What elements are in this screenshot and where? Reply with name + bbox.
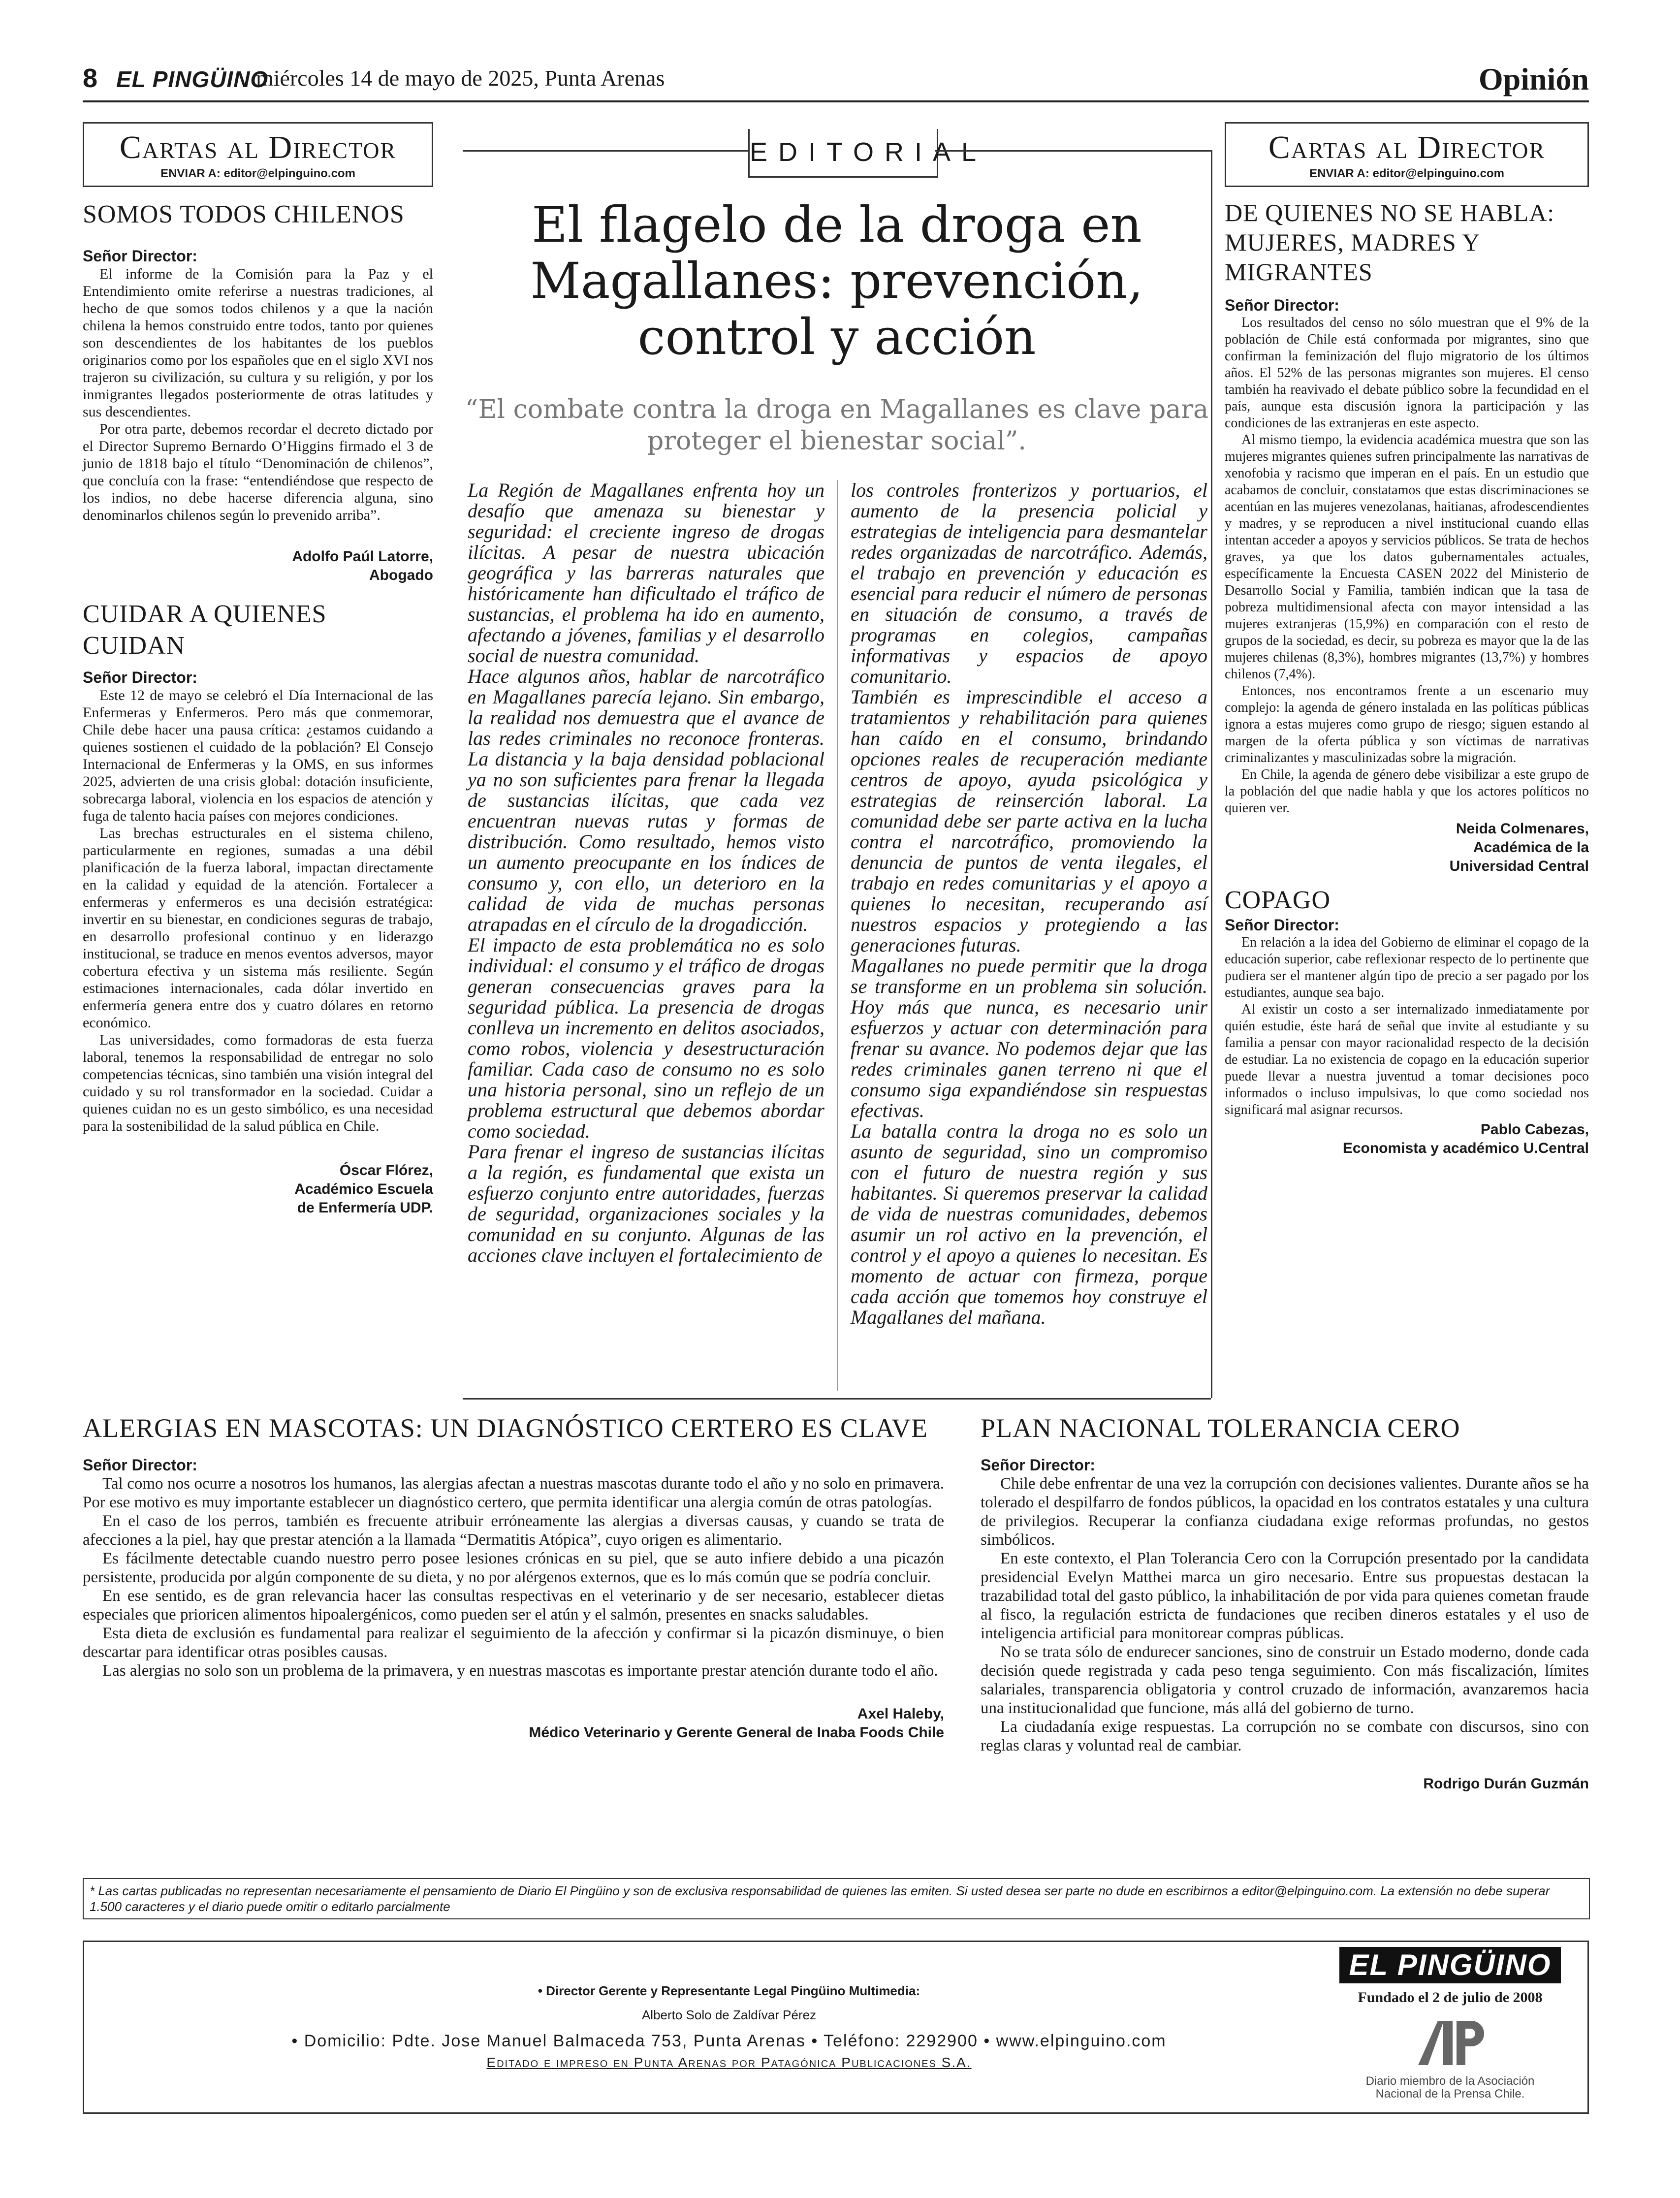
letter-signature [1225, 1120, 1589, 1158]
paragraph: Al existir un costo a ser internalizado inmediatamente por quién estudie, éste hará de señal que invite al estudiante y su familia a pensar con mayor racionalidad respecto de la decisión de estudiar. La no existencia de copago en la educación superior puede llevar a nuestra juventud a tomar decisiones poco informados o incluso impulsivas, lo que como sociedad nos significará mal asignar recursos. [1225, 1002, 1589, 1117]
anp-logo-icon [1413, 2016, 1487, 2070]
paragraph: La Región de Magallanes enfrenta hoy un desafío que amenaza su bienestar y seguridad: el creciente ingreso de drogas ilícitas. A pesar de nuestra ubicación geográfica y las barreras naturales que históricamente han dificultado el tráfico de sustancias, el problema ha ido en aumento, afectando a jóvenes, familias y el desarrollo social de nuestra comunidad. [468, 479, 824, 667]
paragraph: También es imprescindible el acceso a tratamientos y rehabilitación para quienes han caído en el consumo, brindando opciones reales de recuperación mediante centros de apoyo, ayuda psicológica y estrategias de reinserción laboral. La comunidad debe ser parte activa en la lucha contra el narcotráfico, promoviendo la denuncia de puntos de venta ilegales, el trabajo en redes comunitarias y el apoyo a quienes lo necesitan, recuperando así nuestros espacios y protegiendo a las generaciones futuras. [851, 686, 1207, 956]
footer-director-label: • Director Gerente y Representante Legal Pingüino Multimedia: [538, 1983, 920, 1998]
footer-address: • Domicilio: Pdte. Jose Manuel Balmaceda 753, Punta Arenas • Teléfono: 2292900 • www.elpinguino.com [291, 2032, 1167, 2050]
editorial-label: EDITORIAL [750, 137, 987, 167]
signer-role: Economista y académico U.Central [1342, 1140, 1589, 1156]
paragraph: Para frenar el ingreso de sustancias ilícitas a la región, es fundamental que exista un esfuerzo conjunto entre autoridades, fuerzas de seguridad, organizaciones sociales y la comunidad en su conjunto. Algunas de las acciones clave incluyen el fortalecimiento de [468, 1141, 824, 1266]
founded-date: Fundado el 2 de julio de 2008 [1358, 1989, 1543, 2006]
bottom-left-letter [83, 1413, 944, 1742]
header-rule [83, 100, 1589, 102]
footer-director-name: Alberto Solo de Zaldívar Pérez [641, 2007, 817, 2022]
footer-logo: EL PINGÜINO [1339, 1947, 1561, 1983]
cartas-box-left [83, 122, 433, 187]
letter-salute: Señor Director: [1225, 296, 1339, 314]
paragraph: Hace algunos años, hablar de narcotráfico en Magallanes parecía lejano. Sin embargo, la realidad nos demuestra que el avance de las redes criminales no reconoce fronteras. La distancia y la baja densidad poblacional ya no son suficientes para frenar la llegada de sustancias ilícitas, que cada vez encuentran nuevas rutas y formas de distribución. Como resultado, hemos visto un aumento preocupante en los índices de consumo y, con ello, un deterioro en la calidad de vida de muchas personas atrapadas en el círculo de la drogadicción. [468, 665, 824, 935]
cartas-email: ENVIAR A: editor@elpinguino.com [1309, 167, 1504, 180]
letter-title: CUIDAR A QUIENES CUIDAN [83, 600, 327, 660]
editorial-title: El flagelo de la droga en [532, 196, 1142, 254]
paragraph: Este 12 de mayo se celebró el Día Internacional de las Enfermeras y Enfermeros. Pero más que conmemorar, Chile debe hacer una pausa crítica: ¿estamos cuidando a quienes sostienen el cuidado de la población? El Consejo Internacional de Enfermeras y la OMS, en sus informes 2025, advierten de una crisis global: dotación insuficiente, sobrecarga laboral, violencia en los espacios de atención y fuga de talento hacia países con mejores condiciones. [83, 687, 433, 824]
footer-box [83, 1941, 1589, 2114]
letter-title: SOMOS TODOS CHILENOS [83, 200, 405, 228]
letter-salute: Señor Director: [981, 1456, 1095, 1474]
paragraph: Los resultados del censo no sólo muestran que el 9% de la población de Chile está conformada por migrantes, sino que confirman la feminización del flujo migratorio de los últimos años. El 52% de las personas migrantes son mujeres. El censo también ha reavivado el debate público sobre la fecundidad en el país, aunque esta discusión ignora la participación y las condiciones de las extranjeras en este aspecto. [1225, 315, 1589, 431]
issue-date: miércoles 14 de mayo de 2025, Punta Arenas [256, 65, 665, 91]
footer-info [202, 1983, 1256, 2071]
letter-signature [83, 547, 433, 585]
letter-title: ALERGIAS EN MASCOTAS: UN DIAGNÓSTICO CERTERO ES CLAVE [83, 1413, 928, 1443]
letter-body [981, 1474, 1589, 1755]
paragraph: En este contexto, el Plan Tolerancia Cero con la Corrupción presentado por la candidata presidencial Evelyn Matthei marca un giro necesario. Entre sus propuestas destacan la trazabilidad total del gasto público, la inhabilitación de por vida para quienes cometan fraude al fisco, la regulación estricta de fundaciones que reciben dineros estatales y el uso de inteligencia artificial para monitorear compras públicas. [981, 1550, 1589, 1642]
paragraph: El informe de la Comisión para la Paz y el Entendimiento omite referirse a nuestras tradiciones, al hecho de que somos todos chilenos y a que la nación chilena la hemos construido entre todos, tanto por quienes son descendientes de los habitantes de los pueblos originarios como por los españoles que en el siglo XVI nos trajeron su civilización, su cultura y su religión, y por los inmigrantes llegados posteriormente de otras latitudes y sus descendientes. [83, 266, 433, 420]
paragraph: Las universidades, como formadoras de esta fuerza laboral, tenemos la responsabilidad de entregar no solo competencias técnicas, sino también una visión integral del cuidado y su rol transformador en la sociedad. Cuidar a quienes cuidan no es un gesto simbólico, es una necesidad para la sostenibilidad de la salud pública en Chile. [83, 1032, 433, 1134]
paragraph: los controles fronterizos y portuarios, el aumento de la presencia policial y estrategias de inteligencia para desmantelar redes organizadas de narcotráfico. Además, el trabajo en prevención y educación es esencial para reducir el número de personas en situación de consumo, a través de programas en colegios, campañas informativas y espacios de apoyo comunitario. [851, 479, 1207, 687]
paragraph: En relación a la idea del Gobierno de eliminar el copago de la educación superior, cabe reflexionar respecto de lo pertinente que pudiera ser el mantener algún tipo de precio a ser pagado por los estudiantes, aunque sea bajo. [1225, 935, 1589, 1000]
editorial-headline [463, 197, 1211, 365]
letter-signature [1225, 820, 1589, 876]
paragraph: No se trata sólo de endurecer sanciones, sino de construir un Estado moderno, donde cada decisión quede registrada y cada peso tenga seguimiento. Con más fiscalización, límites salariales, transparencia obligatoria y control cruzado de información, avanzaremos hacia una institucionalidad que funcione, más allá del gobierno de turno. [981, 1643, 1589, 1717]
cartas-title: Cartas al Director [119, 129, 397, 165]
left-letters-column [83, 122, 433, 1217]
editorial-col-1 [468, 480, 824, 1266]
letter-body [1225, 934, 1589, 1118]
bottom-right-letter [981, 1413, 1589, 1793]
paragraph: En Chile, la agenda de género debe visibilizar a este grupo de la población del que nadie habla y que los actores políticos no quieren ver. [1225, 767, 1589, 816]
signer-role: Abogado [369, 567, 433, 583]
signer-role: de Enfermería UDP. [297, 1200, 433, 1216]
letter-body [83, 265, 433, 524]
cartas-title: Cartas al Director [1268, 129, 1546, 165]
signer-role: Académico Escuela [294, 1181, 433, 1197]
letter-signature [83, 1161, 433, 1217]
letter-salute: Señor Director: [83, 1456, 197, 1474]
paragraph: La ciudadanía exige respuestas. La corrupción no se combate con discursos, sino con reglas claras y voluntad real de cambiar. [981, 1718, 1589, 1754]
anp-caption-line: Diario miembro de la Asociación [1365, 2074, 1535, 2088]
signer-name: Rodrigo Durán Guzmán [1423, 1776, 1589, 1792]
letter-salute: Señor Director: [83, 669, 197, 686]
right-letters-column [1225, 122, 1589, 1158]
footer-publisher: Editado e impreso en Punta Arenas por Patagónica Publicaciones S.A. [486, 2055, 972, 2070]
editorial-bottom-rule [463, 1398, 1211, 1400]
signer-role: Universidad Central [1449, 858, 1589, 874]
editorial-label-box [748, 129, 987, 178]
letter-salute: Señor Director: [83, 247, 197, 265]
paragraph: Esta dieta de exclusión es fundamental para realizar el seguimiento de la afección y confirmar si la picazón disminuye, o bien descartar para identificar otras posibles causas. [83, 1625, 944, 1661]
signer-role: Médico Veterinario y Gerente General de Inaba Foods Chile [529, 1724, 944, 1741]
signer-name: Adolfo Paúl Latorre, [292, 548, 433, 565]
signer-name: Óscar Flórez, [339, 1162, 433, 1179]
signer-name: Neida Colmenares, [1456, 821, 1589, 837]
letter-salute: Señor Director: [1225, 916, 1339, 934]
letter-title: PLAN NACIONAL TOLERANCIA CERO [981, 1413, 1460, 1443]
letter-signature [981, 1775, 1589, 1793]
anp-caption [1344, 2075, 1556, 2101]
paragraph: Por otra parte, debemos recordar el decreto dictado por el Director Supremo Bernardo O’Higgins firmado el 3 de junio de 1818 bajo el título “Denominación de chilenos”, que concluía con la frase: “entendiéndose que respecto de los indios, no debe hacerse diferencia alguna, sino denominarlos chilenos según lo prevenido arriba”. [83, 421, 433, 523]
letter-body [83, 1474, 944, 1680]
letters-disclaimer: * Las cartas publicadas no representan necesariamente el pensamiento de Diario El Pingüino y son de exclusiva responsabilidad de quienes las emiten. Si usted desea ser parte no dude en escribirnos a editor@elpinguino.com. La extensión no debe superar 1.500 caracteres y el diario puede omitir o editarlo parcialmente [83, 1878, 1590, 1919]
cartas-box-right [1225, 122, 1589, 187]
paragraph: Las alergias no solo son un problema de la primavera, y en nuestras mascotas es importante prestar atención durante todo el año. [102, 1662, 938, 1680]
column-divider [837, 480, 838, 1391]
editorial-quote [463, 394, 1211, 457]
paragraph: La batalla contra la droga no es solo un asunto de seguridad, sino un compromiso con el futuro de nuestra región y sus habitantes. Si queremos preservar la calidad de vida de nuestras comunidades, debemos asumir un rol activo en la prevención, el control y el apoyo a quienes lo necesitan. Es momento de actuar con firmeza, porque cada acción que tomemos hoy construye el Magallanes del mañana. [851, 1120, 1207, 1328]
anp-caption-line: Nacional de la Prensa Chile. [1375, 2087, 1525, 2101]
editorial-col-2 [851, 480, 1207, 1328]
signer-name: Axel Haleby, [857, 1706, 944, 1722]
page-number: 8 [83, 64, 98, 93]
quote-line: “El combate contra la droga en Magallanes es clave para [465, 395, 1209, 424]
paragraph: Chile debe enfrentar de una vez la corrupción con decisiones valientes. Durante años se ha tolerado el despilfarro de fondos públicos, la opacidad en los contratos estatales y una cultura de privilegios. Recuperar la confianza ciudadana exige reformas profundas, no gestos simbólicos. [981, 1475, 1589, 1549]
editorial-title: Magallanes: prevención, [530, 252, 1143, 310]
letter-body [83, 687, 433, 1135]
paragraph: Entonces, nos encontramos frente a un escenario muy complejo: la agenda de género instalada en las políticas públicas ignora a estas mujeres como grupo de riesgo; siguen estando al margen de la oferta pública y son víctimas de narrativas criminalizantes y masculinizadas sobre la migración. [1225, 683, 1589, 765]
newspaper-logo: EL PINGÜINO [116, 66, 269, 92]
letter-title: COPAGO [1225, 886, 1331, 914]
rule-right [935, 150, 1211, 152]
paragraph: Magallanes no puede permitir que la droga se transforme en un problema sin solución. Hoy más que nunca, es necesario unir esfuerzos y actuar con determinación para frenar su avance. No podemos dejar que las redes criminales ganen terreno ni que el consumo siga expandiéndose sin respuestas efectivas. [851, 955, 1207, 1121]
rule-left [463, 150, 748, 152]
section-title: Opinión [1478, 62, 1589, 96]
letter-signature [83, 1705, 944, 1742]
paragraph: Tal como nos ocurre a nosotros los humanos, las alergias afectan a nuestras mascotas durante todo el año y no solo en primavera. Por ese motivo es muy importante establecer un diagnóstico certero, que permita identificar una alergia común de otras patologías. [83, 1475, 944, 1511]
paragraph: Es fácilmente detectable cuando nuestro perro posee lesiones crónicas en su piel, que se auto infiere debido a una picazón persistente, producida por algún componente de su dieta, y no por alérgenos externos, que es lo más común que se podría concluir. [83, 1550, 944, 1586]
letter-body [1225, 315, 1589, 817]
letter-title: DE QUIENES NO SE HABLA: MUJERES, MADRES Y MIGRANTES [1225, 199, 1555, 286]
signer-role: Académica de la [1473, 839, 1589, 856]
paragraph: En ese sentido, es de gran relevancia hacer las consultas respectivas en el veterinario y de ser necesario, establecer dietas especiales que prioricen alimentos hipoalergénicos, como pueden ser el atún y el salmón, presentes en snacks saludables. [83, 1587, 944, 1624]
cartas-email: ENVIAR A: editor@elpinguino.com [160, 167, 355, 180]
quote-line: proteger el bienestar social”. [647, 426, 1026, 456]
editorial-title: control y acción [637, 308, 1036, 366]
signer-name: Pablo Cabezas, [1480, 1121, 1589, 1138]
paragraph: El impacto de esta problemática no es solo individual: el consumo y el tráfico de drogas generan consecuencias graves para la seguridad pública. La presencia de drogas conlleva un incremento en delitos asociados, como robos, violencia y desestructuración familiar. Cada caso de consumo no es solo una historia personal, sino un reflejo de un problema estructural que debemos abordar como sociedad. [468, 934, 824, 1142]
paragraph: Al mismo tiempo, la evidencia académica muestra que son las mujeres migrantes quienes sufren principalmente las narrativas de xenofobia y racismo que imperan en el país. En un estudio que acabamos de concluir, constatamos que estas discriminaciones se acentúan en las mujeres venezolanas, haitianas, afrodescendientes y madres, y se reproducen a nivel institucional cuando ellas intentan acceder a apoyos y servicios públicos. Se trata de hechos graves, ya que los datos gubernamentales actuales, específicamente la Encuesta CASEN 2022 del Ministerio de Desarrollo Social y Familia, también indican que la tasa de pobreza multidimensional afecta con mayor intensidad a las mujeres extranjeras (15,9%) en comparación con el resto de grupos de la sociedad, es decir, su pobreza es mayor que la de las mujeres chilenas (8,3%), hombres migrantes (13,7%) y hombres chilenos (7,4%). [1225, 432, 1589, 682]
paragraph: Las brechas estructurales en el sistema chileno, particularmente en regiones, sumadas a una débil planificación de la fuerza laboral, impactan directamente en la calidad y equidad de la atención. Fortalecer a enfermeras y enfermeros es una decisión estratégica: invertir en su bienestar, en condiciones seguras de trabajo, en desarrollo profesional continuo y en liderazgo institucional, se traduce en menos eventos adversos, mayor cobertura efectiva y un sistema más resiliente. Según estimaciones internacionales, cada dólar invertido en enfermería genera entre dos y cuatro dólares en retorno económico. [83, 825, 433, 1031]
editorial-right-frame [1211, 150, 1212, 1398]
paragraph: En el caso de los perros, también es frecuente atribuir erróneamente las alergias a diversas causas, y cuando se trata de afecciones a la piel, hay que prestar atención a la llamada “Dermatitis Atópica”, cuyo origen es alimentario. [83, 1512, 944, 1549]
